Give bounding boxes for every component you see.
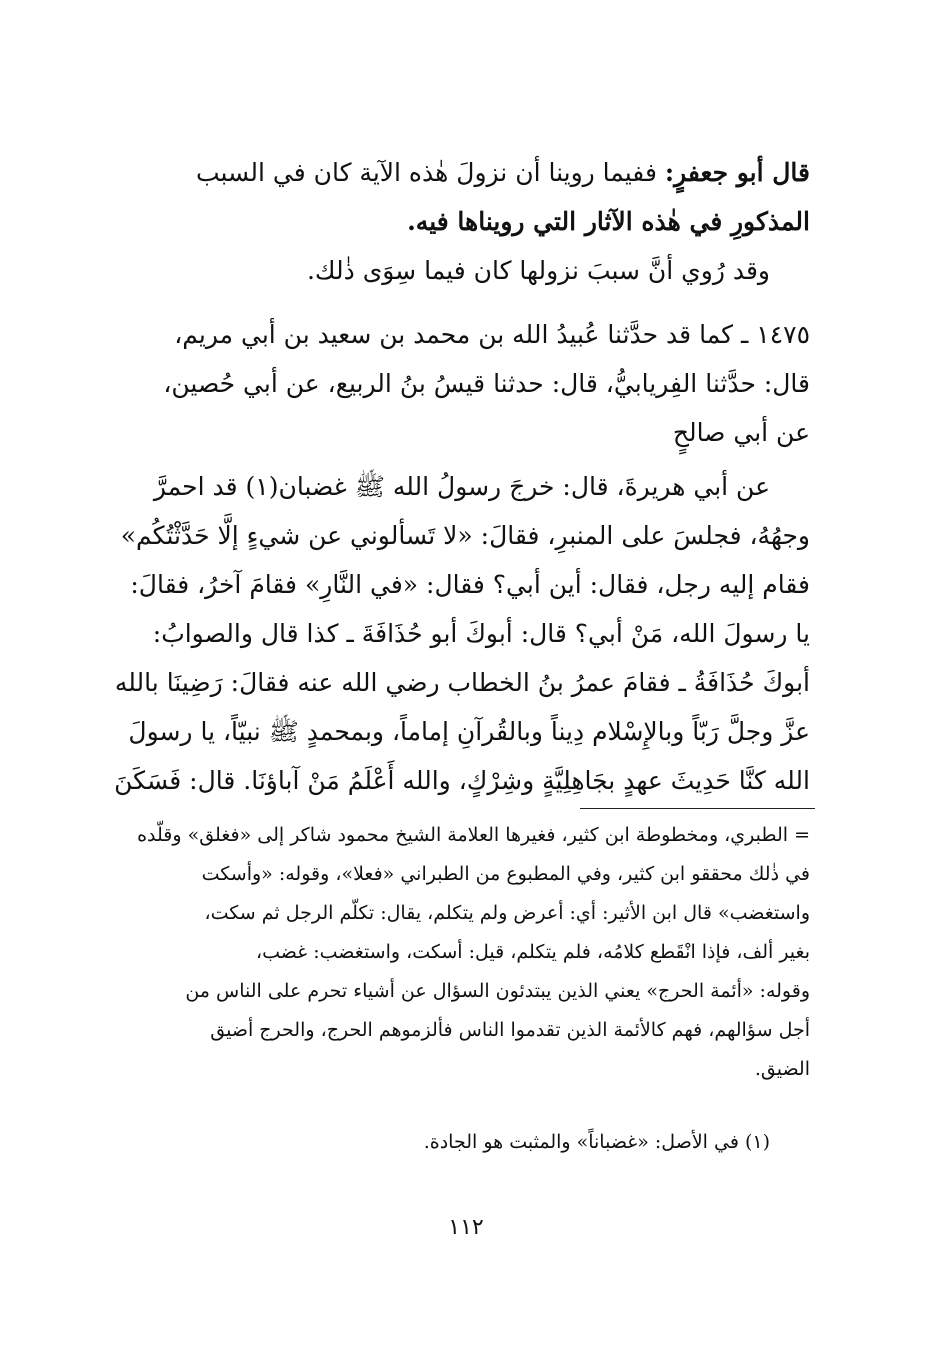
footnote-1 [108,1123,810,1162]
matn-line: يا رسولَ الله، مَنْ أبي؟ قال: أبوكَ أبو حُذَافَةَ ـ كذا قال والصوابُ: [152,619,810,648]
footnote-line: في ذٰلك محققو ابن كثير، وفي المطبوع من الطبراني «فعلا»، وقوله: «وأسكت [201,863,810,885]
matn-line: أبوكَ حُذَافَةُ ـ فقامَ عمرُ بنُ الخطاب رضي الله عنه فقالَ: رَضِينَا بالله [114,668,810,697]
footnote-line: = الطبري، ومخطوطة ابن كثير، فغيرها العلامة الشيخ محمود شاكر إلى «فغلق» وقلّده [137,824,810,846]
matn-line: عزَّ وجلَّ رَبّاً وبالإِسْلام دِيناً وبالقُرآنِ إماماً، وبمحمدٍ ﷺ نبيّاً، يا رسولَ [128,717,810,746]
footnote-line: واستغضب» قال ابن الأثير: أي: أعرض ولم يتكلم، يقال: تكلّم الرجل ثم سكت، [204,902,810,924]
isnad-line: عن أبي صالحٍ [672,418,810,447]
matn-line: الله كنَّا حَدِيثَ عهدٍ بجَاهِلِيَّةٍ وشِرْكٍ، والله أَعْلَمُ مَنْ آباؤنَا. قال: فَسَكَنَ [114,766,810,795]
matn-line: فقام إليه رجل، فقال: أين أبي؟ فقال: «في النَّارِ» فقامَ آخرُ، فقالَ: [130,570,810,599]
page-number: ١١٢ [448,1215,484,1240]
paragraph-line: قال أبو جعفرٍ: ففيما روينا أن نزولَ هٰذه الآية كان في السبب [195,158,810,187]
hadith-matn [108,462,810,805]
paragraph-abu-jafar [108,148,810,246]
isnad-line: قال: حدَّثنا الفِريابيُّ، قال: حدثنا قيسُ بنُ الربيع، عن أبي حُصين، [163,369,810,398]
footnote-line: بغير ألف، فإذا انْقَطع كلامُه، فلم يتكلم، قيل: أسكت، واستغضب: غضب، [256,941,810,963]
hadith-isnad [108,310,810,457]
paragraph-line: وقد رُوي أنَّ سببَ نزولها كان فيما سِوَى ذٰلك. [306,256,770,285]
footnote-continued [108,816,810,1089]
matn-line: عن أبي هريرةَ، قال: خرجَ رسولُ الله ﷺ غضبان(١) قد احمرَّ [153,472,770,501]
paragraph-line: المذكورِ في هٰذه الآثار التي رويناها فيه. [407,207,810,236]
footnote-line: الضيق. [754,1058,810,1080]
paragraph-alternative-cause [108,246,810,295]
matn-line: وجهُهُ، فجلسَ على المنبرِ، فقالَ: «لا تَسألوني عن شيءٍ إلَّا حَدَّثْتُكُم» [120,521,810,550]
isnad-line: ١٤٧٥ ـ كما قد حدَّثنا عُبيدُ الله بن محمد بن سعيد بن أبي مريم، [174,320,810,349]
footnote-line: (١) في الأصل: «غضباناً» والمثبت هو الجادة. [423,1131,770,1153]
footnote-separator [580,808,815,809]
speaker-name: قال أبو جعفرٍ: [664,158,810,187]
footnote-line: أجل سؤالهم، فهم كالأئمة الذين تقدموا الناس فألزموهم الحرج، والحرج أضيق [210,1019,810,1041]
footnote-line: وقوله: «أئمة الحرج» يعني الذين يبتدئون السؤال عن أشياء تحرم على الناس من [185,980,810,1002]
